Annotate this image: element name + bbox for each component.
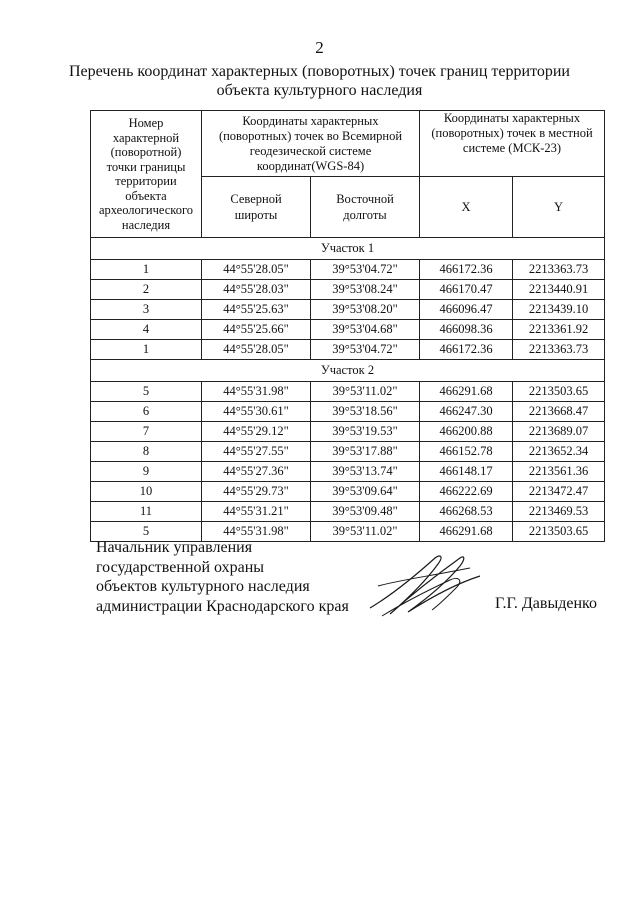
- table-row: [91, 260, 605, 280]
- handwritten-signature: [360, 546, 490, 622]
- cell-x: 466098.36: [420, 320, 513, 340]
- cell-point-number: 6: [91, 402, 202, 422]
- table-row: [91, 300, 605, 320]
- cell-y: 2213503.65: [513, 382, 605, 402]
- table-row: [91, 280, 605, 300]
- cell-point-number: 4: [91, 320, 202, 340]
- cell-longitude: 39°53'08.20": [311, 300, 420, 320]
- table-row: [91, 502, 605, 522]
- cell-y: 2213561.36: [513, 462, 605, 482]
- cell-longitude: 39°53'09.48": [311, 502, 420, 522]
- cell-point-number: 3: [91, 300, 202, 320]
- cell-point-number: 5: [91, 382, 202, 402]
- header-text: объекта: [125, 188, 167, 203]
- cell-latitude: 44°55'31.21": [202, 502, 311, 522]
- cell-y: 2213469.53: [513, 502, 605, 522]
- header-text: Координаты характерных: [242, 113, 379, 128]
- header-wgs84: [202, 111, 420, 177]
- table-row: [91, 402, 605, 422]
- header-y: Y: [513, 177, 605, 238]
- cell-latitude: 44°55'25.63": [202, 300, 311, 320]
- table-row: [91, 482, 605, 502]
- header-text: археологического: [98, 203, 194, 217]
- cell-y: 2213440.91: [513, 280, 605, 300]
- cell-x: 466291.68: [420, 382, 513, 402]
- cell-point-number: 5: [91, 522, 202, 542]
- cell-y: 2213472.47: [513, 482, 605, 502]
- cell-longitude: 39°53'19.53": [311, 422, 420, 442]
- cell-longitude: 39°53'17.88": [311, 442, 420, 462]
- cell-longitude: 39°53'04.72": [311, 340, 420, 360]
- page-number: 2: [315, 38, 324, 57]
- cell-longitude: 39°53'13.74": [311, 462, 420, 482]
- cell-point-number: 8: [91, 442, 202, 462]
- cell-latitude: 44°55'29.73": [202, 482, 311, 502]
- signature-line: объектов культурного наследия: [96, 578, 310, 595]
- cell-latitude: 44°55'29.12": [202, 422, 311, 442]
- header-msk23: [420, 111, 605, 177]
- header-point-number: [91, 111, 202, 238]
- table-row: [91, 382, 605, 402]
- header-text: (поворотной): [110, 145, 182, 159]
- cell-point-number: 1: [91, 260, 202, 280]
- cell-latitude: 44°55'28.05": [202, 260, 311, 280]
- signatory-name: Г.Г. Давыденко: [495, 595, 597, 612]
- cell-x: 466268.53: [420, 502, 513, 522]
- cell-y: 2213689.07: [513, 422, 605, 442]
- signature-line: Начальник управления: [96, 539, 253, 556]
- cell-latitude: 44°55'27.55": [202, 442, 311, 462]
- cell-point-number: 9: [91, 462, 202, 482]
- section-title: Участок 1: [91, 238, 605, 260]
- section-title: Участок 2: [91, 360, 605, 382]
- header-text: (поворотных) точек во Всемирной: [218, 128, 403, 143]
- cell-x: 466170.47: [420, 280, 513, 300]
- signature-line: администрации Краснодарского края: [96, 597, 349, 615]
- cell-x: 466172.36: [420, 340, 513, 360]
- cell-point-number: 2: [91, 280, 202, 300]
- section-row: [91, 360, 605, 382]
- cell-x: 466200.88: [420, 422, 513, 442]
- cell-x: 466291.68: [420, 522, 513, 542]
- cell-longitude: 39°53'18.56": [311, 402, 420, 422]
- cell-y: 2213652.34: [513, 442, 605, 462]
- cell-latitude: 44°55'28.03": [202, 280, 311, 300]
- title-line-1: Перечень координат характерных (поворотных) точек границ территории: [69, 63, 570, 80]
- cell-latitude: 44°55'27.36": [202, 462, 311, 482]
- cell-longitude: 39°53'04.72": [311, 260, 420, 280]
- table-row: [91, 320, 605, 340]
- cell-point-number: 11: [91, 502, 202, 522]
- cell-latitude: 44°55'30.61": [202, 402, 311, 422]
- cell-longitude: 39°53'09.64": [311, 482, 420, 502]
- header-text: точки границы: [106, 159, 186, 174]
- table-row: [91, 340, 605, 360]
- header-text: долготы: [343, 208, 387, 222]
- cell-point-number: 1: [91, 340, 202, 360]
- header-text: широты: [234, 208, 278, 222]
- header-text: системе (МСК-23): [462, 141, 562, 155]
- cell-latitude: 44°55'31.98": [202, 382, 311, 402]
- cell-x: 466148.17: [420, 462, 513, 482]
- signature-title: [96, 538, 349, 616]
- cell-x: 466152.78: [420, 442, 513, 462]
- cell-y: 2213439.10: [513, 300, 605, 320]
- header-text: (поворотных) точек в местной: [431, 126, 593, 140]
- cell-x: 466222.69: [420, 482, 513, 502]
- header-text: наследия: [121, 217, 171, 232]
- cell-x: 466172.36: [420, 260, 513, 280]
- section-row: [91, 238, 605, 260]
- cell-longitude: 39°53'11.02": [311, 522, 420, 542]
- cell-y: 2213361.92: [513, 320, 605, 340]
- cell-longitude: 39°53'04.68": [311, 320, 420, 340]
- header-text: Восточной: [336, 192, 394, 206]
- cell-y: 2213503.65: [513, 522, 605, 542]
- cell-point-number: 10: [91, 482, 202, 502]
- cell-x: 466096.47: [420, 300, 513, 320]
- table-row: [91, 422, 605, 442]
- cell-latitude: 44°55'28.05": [202, 340, 311, 360]
- cell-latitude: 44°55'25.66": [202, 320, 311, 340]
- cell-x: 466247.30: [420, 402, 513, 422]
- header-text: координат(WGS-84): [256, 158, 365, 173]
- cell-point-number: 7: [91, 422, 202, 442]
- header-text: характерной: [112, 130, 180, 145]
- cell-latitude: 44°55'31.98": [202, 522, 311, 542]
- header-x: X: [420, 177, 513, 238]
- cell-longitude: 39°53'08.24": [311, 280, 420, 300]
- table-row: [91, 462, 605, 482]
- header-text: Координаты характерных: [443, 111, 581, 125]
- cell-y: 2213363.73: [513, 260, 605, 280]
- header-east-longitude: [311, 177, 420, 238]
- table-row: [91, 442, 605, 462]
- header-text: территории: [115, 174, 177, 188]
- header-text: геодезической системе: [249, 143, 372, 158]
- header-north-latitude: [202, 177, 311, 238]
- header-text: Северной: [230, 192, 282, 206]
- document-title: [60, 62, 579, 100]
- signature-line: государственной охраны: [96, 558, 265, 576]
- cell-y: 2213668.47: [513, 402, 605, 422]
- cell-longitude: 39°53'11.02": [311, 382, 420, 402]
- title-line-2: объекта культурного наследия: [216, 82, 423, 99]
- header-text: Номер: [128, 116, 164, 130]
- coordinates-table: [90, 110, 605, 542]
- cell-y: 2213363.73: [513, 340, 605, 360]
